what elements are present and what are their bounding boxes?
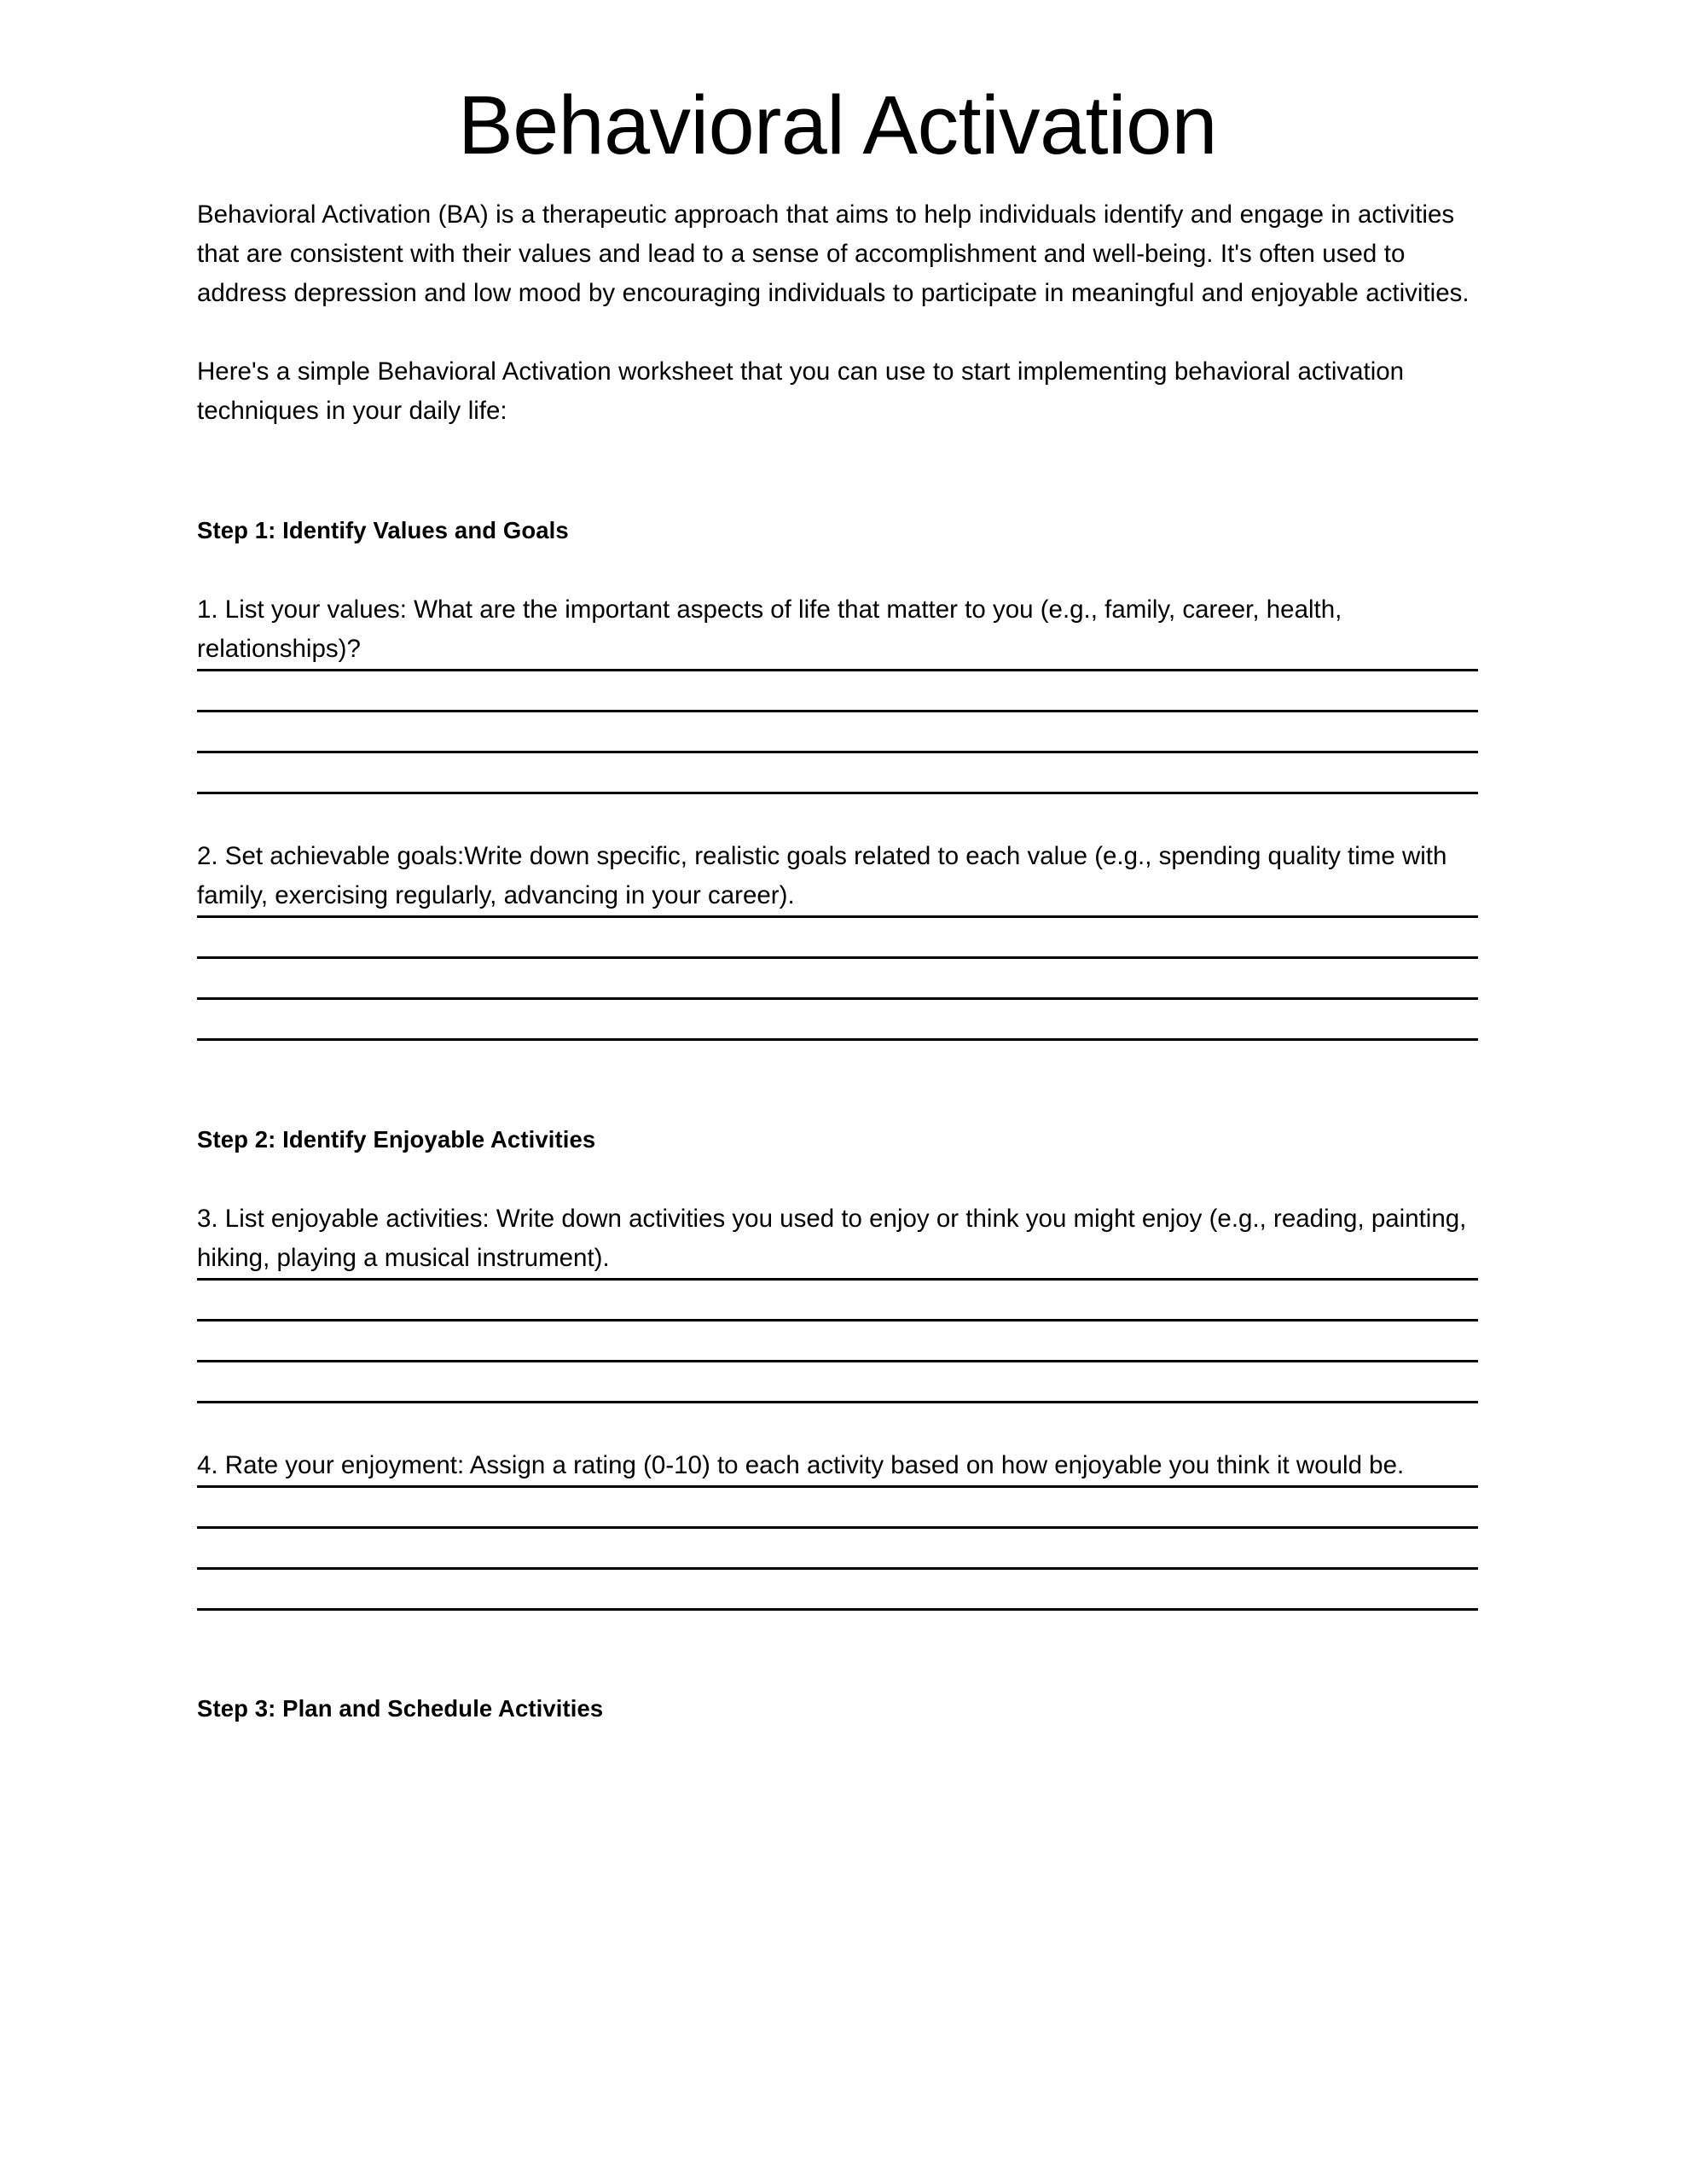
write-line[interactable] <box>197 669 1478 671</box>
write-line[interactable] <box>197 1485 1478 1488</box>
write-line[interactable] <box>197 997 1478 1000</box>
write-line[interactable] <box>197 751 1478 753</box>
write-line[interactable] <box>197 1038 1478 1041</box>
write-line[interactable] <box>197 1567 1478 1570</box>
write-line[interactable] <box>197 915 1478 918</box>
write-line[interactable] <box>197 1360 1478 1362</box>
question-1-list-values: 1. List your values: What are the important aspects of life that matter to you (e.g., family, career, health, relationships)? <box>197 595 1342 663</box>
question-3-list-enjoyable-activities: 3. List enjoyable activities: Write down activities you used to enjoy or think you might enjoy (e.g., reading, painting, hiking, playing a musical instrument). <box>197 1204 1467 1272</box>
page-title: Behavioral Activation <box>458 78 1217 171</box>
step-3-heading: Step 3: Plan and Schedule Activities <box>197 1694 604 1722</box>
write-line[interactable] <box>197 956 1478 959</box>
question-2-set-goals: 2. Set achievable goals:Write down specific, realistic goals related to each value (e.g., spending quality time with family, exercising regularly, advancing in your career). <box>197 841 1447 909</box>
intro-paragraph: Behavioral Activation (BA) is a therapeutic approach that aims to help individuals identify and engage in activities that are consistent with their values and lead to a sense of accomplishment and well-being. It's often used to address depression and low mood by encouraging individuals to participate in meaningful and enjoyable activities. <box>197 200 1470 307</box>
answer-lines-enjoyment-ratings <box>197 1485 1478 1611</box>
answer-lines-goals <box>197 915 1478 1041</box>
worksheet-intro-paragraph: Here's a simple Behavioral Activation worksheet that you can use to start implementing behavioral activation techniques in your daily life: <box>197 357 1405 425</box>
write-line[interactable] <box>197 1401 1478 1403</box>
write-line[interactable] <box>197 1526 1478 1529</box>
write-line[interactable] <box>197 792 1478 794</box>
step-1-heading: Step 1: Identify Values and Goals <box>197 516 569 543</box>
write-line[interactable] <box>197 710 1478 712</box>
question-4-rate-enjoyment: 4. Rate your enjoyment: Assign a rating (0-10) to each activity based on how enjoyable you think it would be. <box>197 1450 1405 1479</box>
answer-lines-enjoyable-activities <box>197 1278 1478 1403</box>
write-line[interactable] <box>197 1278 1478 1281</box>
document-content <box>197 0 1478 1726</box>
write-line[interactable] <box>197 1608 1478 1611</box>
write-line[interactable] <box>197 1319 1478 1321</box>
step-2-heading: Step 2: Identify Enjoyable Activities <box>197 1125 596 1153</box>
answer-lines-values <box>197 669 1478 794</box>
